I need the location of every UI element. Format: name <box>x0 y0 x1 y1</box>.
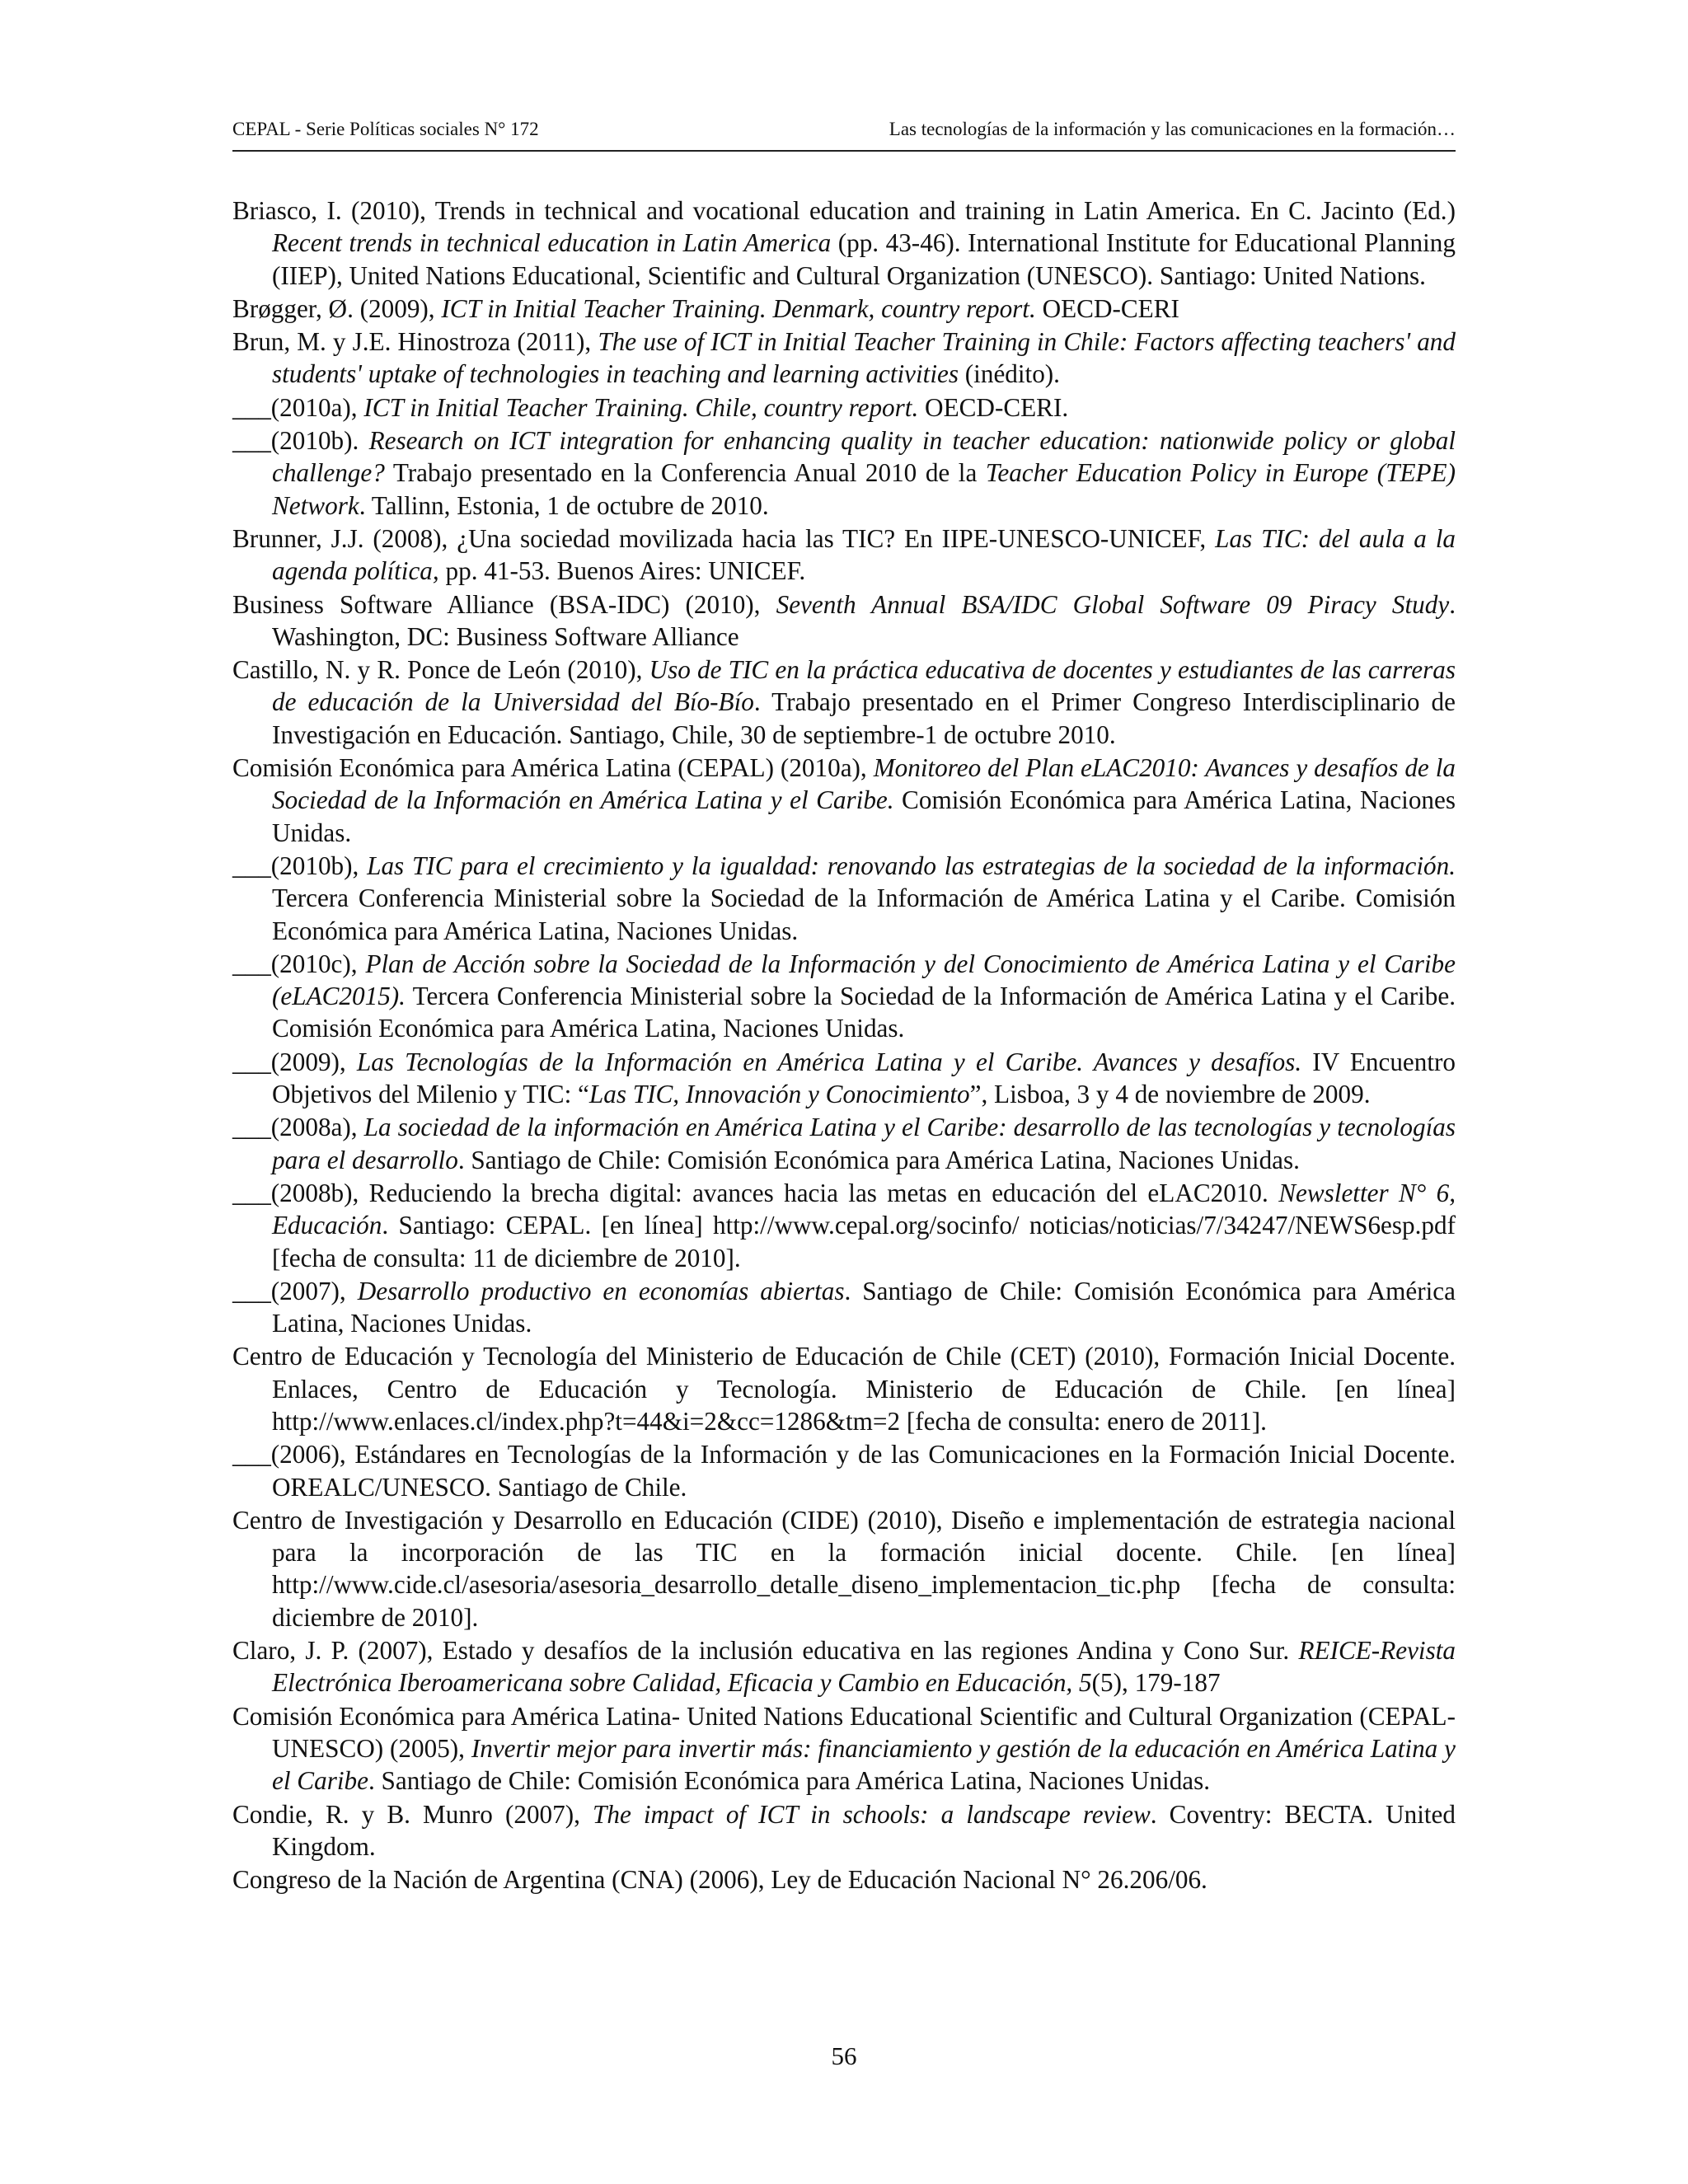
reference-text: Brun, M. y J.E. Hinostroza (2011), <box>232 327 598 357</box>
reference-title-italic: La sociedad de la información en América Latina y el Caribe: desarrollo de las tecnologías y tecnologías para el desarrollo <box>272 1113 1456 1174</box>
reference-entry <box>232 523 1456 588</box>
reference-text: Congreso de la Nación de Argentina (CNA) (2006), Ley de Educación Nacional N° 26.206/06. <box>232 1865 1207 1895</box>
reference-text: Centro de Investigación y Desarrollo en Educación (CIDE) (2010), Diseño e implementación de estrategia nacional para la incorporación de las TIC en la formación inicial docente. Chile. [en línea] http://www.cide.cl/asesoria/asesoria_desarrollo_detalle_diseno_implementacion_tic.php [fecha de consulta: diciembre de 2010]. <box>232 1505 1456 1632</box>
reference-entry <box>232 293 1456 325</box>
reference-entry <box>232 1275 1456 1340</box>
reference-entry <box>232 1438 1456 1503</box>
reference-text: ___(2006), Estándares en Tecnologías de la Información y de las Comunicaciones en la Formación Inicial Docente. OREALC/UNESCO. Santiago de Chile. <box>232 1440 1456 1502</box>
reference-text: Comisión Económica para América Latina, Naciones Unidas. <box>272 785 1456 847</box>
reference-entry <box>232 1177 1456 1274</box>
reference-title-italic: Las TIC para el crecimiento y la igualdad: renovando las estrategias de la sociedad de la información. <box>367 851 1456 880</box>
reference-title-italic: Desarrollo productivo en economías abiertas <box>357 1276 845 1305</box>
header-series-title: CEPAL - Serie Políticas sociales N° 172 <box>232 119 539 139</box>
running-header <box>232 115 1456 152</box>
reference-title-italic: Uso de TIC en la práctica educativa de docentes y estudiantes de las carreras de educación de la Universidad del Bío-Bío <box>272 655 1456 717</box>
reference-text: IV Encuentro Objetivos del Milenio y TIC: “ <box>272 1047 1456 1109</box>
reference-text: (5), 179-187 <box>1091 1668 1221 1698</box>
reference-title-italic: ICT in Initial Teacher Training. Chile, country report. <box>363 392 919 422</box>
page-number: 56 <box>831 2041 857 2070</box>
reference-title-italic: Recent trends in technical education in Latin America <box>272 228 832 258</box>
reference-text: Trabajo presentado en la Conferencia Anual 2010 de la <box>384 458 986 488</box>
reference-title-italic: Las Tecnologías de la Información en América Latina y el Caribe. Avances y desafíos. <box>356 1047 1302 1076</box>
reference-title-italic: Newsletter N° 6, Educación <box>272 1178 1456 1240</box>
reference-entry <box>232 948 1456 1045</box>
reference-title-italic: Research on ICT integration for enhancing quality in teacher education: nationwide policy or global challenge? <box>272 426 1456 488</box>
reference-text: ___(2009), <box>232 1047 357 1076</box>
reference-entry <box>232 1504 1456 1633</box>
reference-text: ___(2010c), <box>232 949 366 978</box>
reference-entry <box>232 326 1456 391</box>
reference-text: OECD-CERI. <box>918 392 1069 422</box>
reference-text: (pp. 43-46). International Institute for Educational Planning (IIEP), United Nations Educational, Scientific and Cultural Organization (UNESCO). Santiago: United Nations. <box>272 228 1456 290</box>
reference-text: Tercera Conferencia Ministerial sobre la Sociedad de la Información de América Latina y el Caribe. Comisión Económica para América Latina, Naciones Unidas. <box>272 883 1456 945</box>
reference-title-italic: ICT in Initial Teacher Training. Denmark, country report. <box>441 293 1036 323</box>
reference-text: ___(2008a), <box>232 1113 364 1142</box>
reference-text: ___(2010a), <box>232 392 364 422</box>
reference-text: ___(2010b), <box>232 851 368 880</box>
reference-entry <box>232 850 1456 947</box>
reference-text: Brunner, J.J. (2008), ¿Una sociedad movilizada hacia las TIC? En IIPE-UNESCO-UNICEF, <box>232 523 1216 553</box>
reference-entry <box>232 424 1456 522</box>
reference-text: . Coventry: BECTA. United Kingdom. <box>272 1799 1456 1861</box>
reference-text: Castillo, N. y R. Ponce de León (2010), <box>232 655 649 685</box>
reference-entry <box>232 1340 1456 1437</box>
reference-text: . Santiago de Chile: Comisión Económica para América Latina, Naciones Unidas. <box>272 1276 1456 1338</box>
reference-title-italic: Monitoreo del Plan eLAC2010: Avances y desafíos de la Sociedad de la Información en América Latina y el Caribe. <box>272 753 1456 815</box>
reference-entry <box>232 654 1456 751</box>
reference-text: . Santiago de Chile: Comisión Económica para América Latina, Naciones Unidas. <box>368 1766 1211 1796</box>
reference-text: Business Software Alliance (BSA-IDC) (2010), <box>232 589 776 619</box>
reference-entry <box>232 1634 1456 1699</box>
reference-title-italic: Invertir mejor para invertir más: financiamiento y gestión de la educación en América Latina y el Caribe <box>272 1733 1456 1796</box>
reference-text: . Santiago de Chile: Comisión Económica para América Latina, Naciones Unidas. <box>457 1145 1300 1174</box>
reference-entry <box>232 1700 1456 1797</box>
reference-title-italic: Seventh Annual BSA/IDC Global Software 09 Piracy Study <box>776 589 1450 619</box>
reference-text: OECD-CERI <box>1035 293 1179 323</box>
reference-text: Condie, R. y B. Munro (2007), <box>232 1799 593 1829</box>
reference-text: (inédito). <box>959 359 1060 389</box>
reference-text: ___(2008b), Reduciendo la brecha digital: avances hacia las metas en educación del eLAC2010. <box>232 1178 1279 1207</box>
reference-entry <box>232 194 1456 292</box>
reference-text: ___(2010b). <box>232 426 369 456</box>
reference-text: . Tallinn, Estonia, 1 de octubre de 2010. <box>359 490 769 520</box>
header-document-title: Las tecnologías de la información y las comunicaciones en la formación… <box>889 119 1456 139</box>
reference-entry <box>232 752 1456 849</box>
reference-text: ”, Lisboa, 3 y 4 de noviembre de 2009. <box>969 1080 1371 1109</box>
reference-title-italic: The impact of ICT in schools: a landscape review <box>593 1799 1151 1829</box>
reference-title-italic: Las TIC: del aula a la agenda política, <box>272 523 1456 586</box>
reference-title-italic: Plan de Acción sobre la Sociedad de la Información y del Conocimiento de América Latina y el Caribe (eLAC2015). <box>272 949 1456 1011</box>
reference-text: ___(2007), <box>232 1276 358 1305</box>
reference-text: Briasco, I. (2010), Trends in technical and vocational education and training in Latin America. En C. Jacinto (Ed.) <box>232 196 1456 225</box>
reference-title-italic: The use of ICT in Initial Teacher Training in Chile: Factors affecting teachers' and students' uptake of technologies in teaching and learning activities <box>272 327 1456 389</box>
reference-text: pp. 41-53. Buenos Aires: UNICEF. <box>438 556 806 586</box>
reference-title-italic: REICE-Revista Electrónica Iberoamericana sobre Calidad, Eficacia y Cambio en Educación, 5 <box>272 1636 1456 1698</box>
reference-text: Comisión Económica para América Latina- United Nations Educational Scientific and Cultural Organization (CEPAL-UNESCO) (2005), <box>232 1701 1456 1763</box>
reference-text: . Santiago: CEPAL. [en línea] http://www.cepal.org/socinfo/ noticias/noticias/7/34247/NEWS6esp.pdf [fecha de consulta: 11 de diciembre de 2010]. <box>272 1211 1456 1272</box>
bibliography-list <box>232 194 1456 1896</box>
reference-text: Tercera Conferencia Ministerial sobre la Sociedad de la Información de América Latina y el Caribe. Comisión Económica para América Latina, Naciones Unidas. <box>272 982 1456 1043</box>
reference-text: Centro de Educación y Tecnología del Ministerio de Educación de Chile (CET) (2010), Formación Inicial Docente. Enlaces, Centro de Educación y Tecnología. Ministerio de Educación de Chile. [en línea] http://www.enlaces.cl/index.php?t=44&i=2&cc=1286&tm=2 [fecha de consulta: enero de 2011]. <box>232 1342 1456 1436</box>
reference-entry <box>232 1046 1456 1111</box>
reference-text: Comisión Económica para América Latina (CEPAL) (2010a), <box>232 753 874 783</box>
reference-entry <box>232 1798 1456 1863</box>
reference-title-italic: Las TIC, Innovación y Conocimiento <box>588 1080 970 1109</box>
reference-text: . Washington, DC: Business Software Alliance <box>272 589 1456 651</box>
reference-text: Claro, J. P. (2007), Estado y desafíos de la inclusión educativa en las regiones Andina y Cono Sur. <box>232 1636 1299 1666</box>
reference-entry <box>232 1863 1456 1896</box>
reference-entry <box>232 391 1456 424</box>
reference-text: Brøgger, Ø. (2009), <box>232 293 442 323</box>
reference-entry <box>232 588 1456 654</box>
reference-title-italic: Teacher Education Policy in Europe (TEPE) Network <box>272 458 1456 520</box>
reference-entry <box>232 1111 1456 1176</box>
reference-text: . Trabajo presentado en el Primer Congreso Interdisciplinario de Investigación en Educación. Santiago, Chile, 30 de septiembre-1 de octubre 2010. <box>272 687 1456 749</box>
